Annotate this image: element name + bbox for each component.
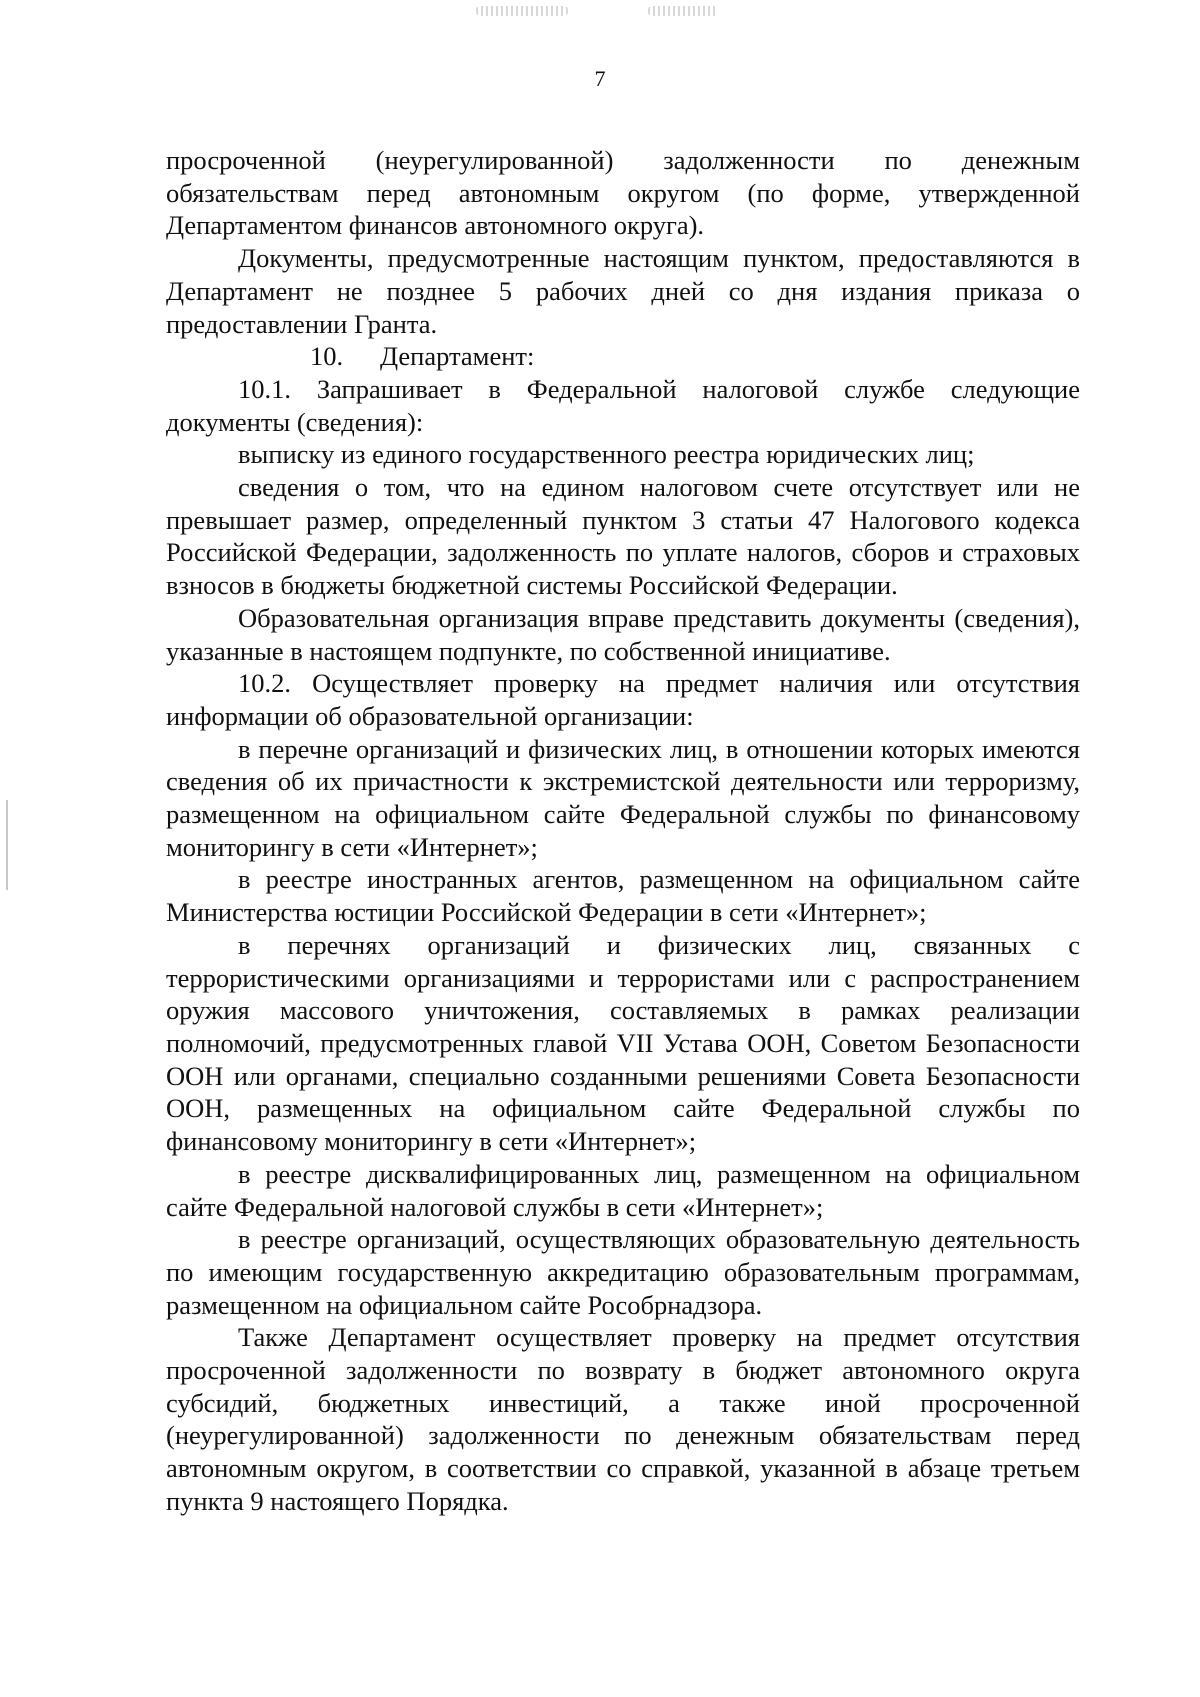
section-title: Департамент: xyxy=(380,341,535,372)
scan-edge-mark xyxy=(6,800,8,890)
section-heading xyxy=(166,340,1080,373)
paragraph: в перечне организаций и физических лиц, в отношении которых имеются сведения об их причастности к экстремистской деятельности или терроризму, размещенном на официальном сайте Федеральной службы по финансовому мониторингу в сети «Интернет»; xyxy=(166,733,1080,862)
paragraph: 10.1. Запрашивает в Федеральной налоговой службе следующие документы (сведения): xyxy=(166,373,1080,437)
paragraph: Документы, предусмотренные настоящим пунктом, предоставляются в Департамент не позднее 5 рабочих дней со дня издания приказа о предоставлении Гранта. xyxy=(166,243,1080,339)
paragraph: в реестре иностранных агентов, размещенном на официальном сайте Министерства юстиции Российской Федерации в сети «Интернет»; xyxy=(166,864,1080,928)
page-number: 7 xyxy=(594,66,606,91)
paragraph: просроченной (неурегулированной) задолженности по денежным обязательствам перед автономным округом (по форме, утвержденной Департаментом финансов автономного округа). xyxy=(166,145,1080,241)
paragraph: выписку из единого государственного реестра юридических лиц; xyxy=(238,439,975,470)
paragraph: в реестре организаций, осуществляющих образовательную деятельность по имеющим государственную аккредитацию образовательным программам, размещенном на официальном сайте Рособрнадзора. xyxy=(166,1224,1080,1320)
paragraph: сведения о том, что на едином налоговом счете отсутствует или не превышает размер, определенный пунктом 3 статьи 47 Налогового кодекса Российской Федерации, задолженность по уплате налогов, сборов и страховых взносов в бюджеты бюджетной системы Российской Федерации. xyxy=(166,472,1080,601)
document-body xyxy=(166,144,1080,1518)
paragraph: 10.2. Осуществляет проверку на предмет наличия или отсутствия информации об образовательной организации: xyxy=(166,668,1080,731)
scan-artifact xyxy=(648,6,718,16)
paragraph: в реестре дисквалифицированных лиц, размещенном на официальном сайте Федеральной налоговой службы в сети «Интернет»; xyxy=(166,1158,1080,1222)
scan-artifact xyxy=(476,6,568,16)
paragraph: Образовательная организация вправе представить документы (сведения), указанные в настоящем подпункте, по собственной инициативе. xyxy=(166,602,1080,666)
paragraph: в перечнях организаций и физических лиц, связанных с террористическими организациями и террористами или с распространением оружия массового уничтожения, составляемых в рамках реализации полномочий, предусмотренных главой VII Устава ООН, Советом Безопасности ООН или органами, специально созданными решениями Совета Безопасности ООН, размещенных на официальном сайте Федеральной службы по финансовому мониторингу в сети «Интернет»; xyxy=(166,929,1080,1157)
paragraph: Также Департамент осуществляет проверку на предмет отсутствия просроченной задолженности по возврату в бюджет автономного округа субсидий, бюджетных инвестиций, а также иной просроченной (неурегулированной) задолженности по денежным обязательствам перед автономным округом, в соответствии со справкой, указанной в абзаце третьем пункта 9 настоящего Порядка. xyxy=(166,1322,1080,1516)
section-number: 10. xyxy=(310,341,344,372)
